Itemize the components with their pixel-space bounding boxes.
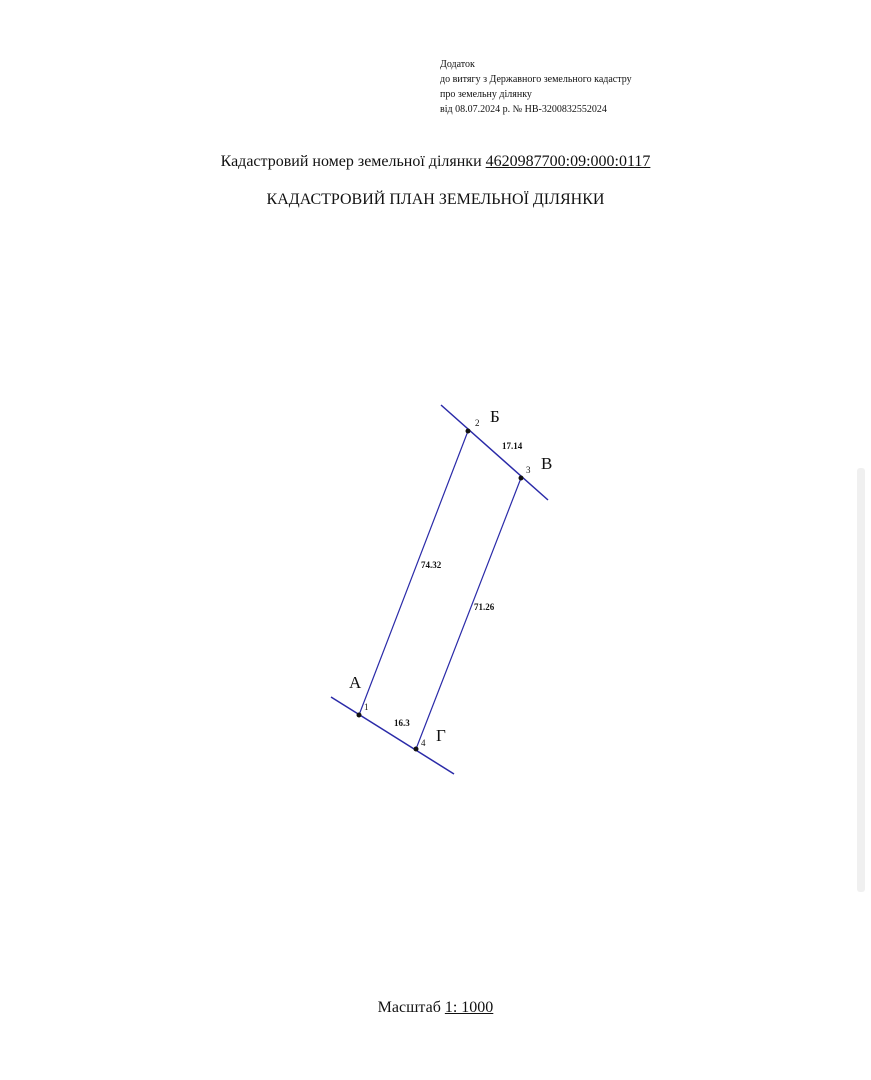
vertex-3: [519, 476, 524, 481]
side-3-4-length: 71.26: [474, 602, 495, 612]
vertex-1-number: 1: [364, 702, 369, 712]
vertical-scrollbar[interactable]: [857, 468, 865, 892]
appendix-line-4: від 08.07.2024 р. № НВ-3200832552024: [440, 104, 607, 115]
scale-label: Масштаб: [377, 999, 441, 1016]
side-2-3-length: 17.14: [502, 441, 523, 451]
scale-value: 1: 1000: [444, 999, 494, 1016]
vertex-2: [466, 429, 471, 434]
vertex-2-number: 2: [475, 418, 480, 428]
vertex-3-number: 3: [526, 465, 531, 475]
appendix-line-1: Додаток: [440, 59, 475, 70]
appendix-line-2: до витягу з Державного земельного кадастру: [440, 74, 632, 85]
plan-title: КАДАСТРОВИЙ ПЛАН ЗЕМЕЛЬНОЇ ДІЛЯНКИ: [266, 191, 605, 208]
vertex-1-letter: А: [349, 673, 362, 692]
side-1-2: [359, 431, 468, 715]
appendix-line-3: про земельну ділянку: [440, 89, 532, 100]
vertex-4-letter: Г: [436, 726, 446, 745]
cadastral-number-label: Кадастровий номер земельної ділянки: [220, 153, 482, 170]
vertex-2-letter: Б: [490, 407, 500, 426]
vertex-1: [357, 713, 362, 718]
scale-line: [0, 999, 871, 1017]
vertex-4: [414, 747, 419, 752]
side-4-3: [416, 478, 521, 749]
side-1-2-length: 74.32: [421, 560, 442, 570]
cadastral-number-value: 4620987700:09:000:0117: [485, 153, 651, 170]
vertex-3-letter: В: [541, 454, 553, 473]
vertex-4-number: 4: [421, 738, 426, 748]
side-4-1-length: 16.3: [394, 718, 410, 728]
